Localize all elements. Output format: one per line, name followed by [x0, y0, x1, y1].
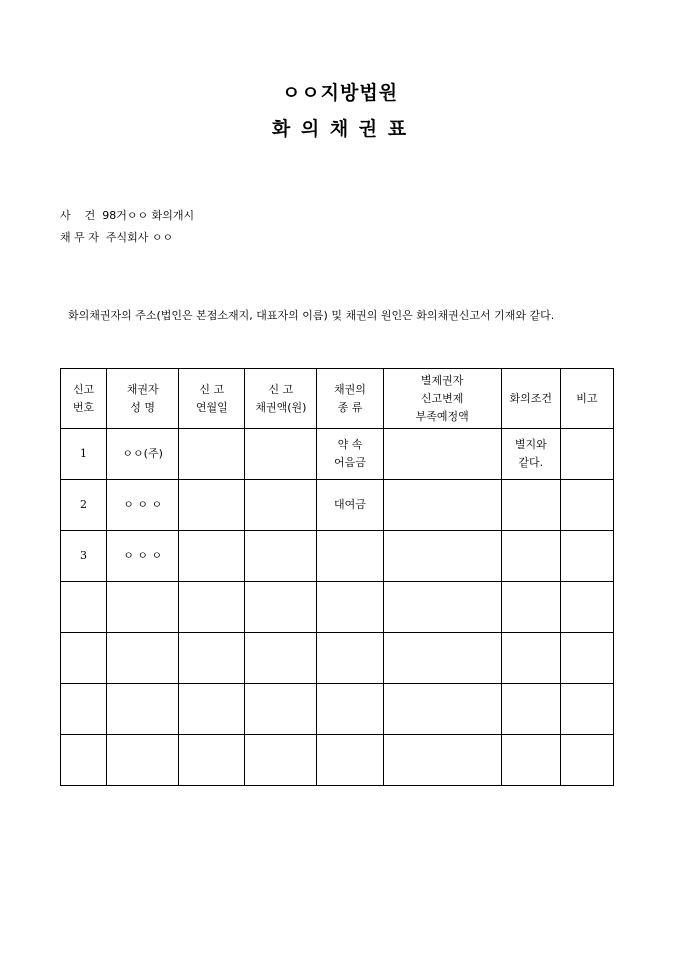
table-cell: [501, 531, 560, 582]
table-cell: [501, 684, 560, 735]
column-header-line: 연월일: [195, 400, 228, 414]
table-cell: [61, 735, 107, 786]
column-header-line: 성 명: [130, 400, 156, 414]
creditor-table: [60, 368, 614, 786]
table-cell: [317, 684, 383, 735]
cell-text: ㅇㅇ(주): [122, 447, 163, 460]
debtor-line: 채 무 자 주식회사 ㅇㅇ: [60, 231, 174, 244]
column-header: [179, 369, 245, 429]
case-line: 사 건 98거ㅇㅇ 화의개시: [60, 209, 195, 222]
table-cell: [560, 735, 613, 786]
table-cell: [245, 582, 317, 633]
table-row: [61, 582, 614, 633]
column-header-line: 채권의: [334, 382, 366, 396]
cell-text: 3: [80, 549, 88, 562]
column-header-line: 채권자: [126, 382, 159, 396]
cell-text: 약 속: [337, 438, 363, 451]
table-cell: [560, 429, 613, 480]
table-cell: [317, 480, 383, 531]
column-header-line: 비고: [576, 391, 598, 405]
table-cell: [61, 684, 107, 735]
table-cell: [107, 531, 179, 582]
column-header: [383, 369, 501, 429]
document-title: 화 의 채 권 표: [271, 118, 409, 140]
table-cell: [383, 582, 501, 633]
table-cell: [107, 582, 179, 633]
table-row: [61, 684, 614, 735]
table-cell: [317, 531, 383, 582]
table-cell: [61, 429, 107, 480]
table-cell: [317, 633, 383, 684]
table-cell: [179, 531, 245, 582]
table-cell: [501, 735, 560, 786]
table-cell: [560, 480, 613, 531]
column-header-line: 신 고: [199, 382, 225, 396]
table-cell: [317, 582, 383, 633]
column-header-line: 별제권자: [420, 373, 464, 387]
table-cell: [107, 480, 179, 531]
table-cell: [179, 429, 245, 480]
table-cell: [179, 735, 245, 786]
table-cell: [61, 633, 107, 684]
table-cell: [383, 429, 501, 480]
table-cell: [245, 429, 317, 480]
table-cell: [245, 531, 317, 582]
note-paragraph: 화의채권자의 주소(법인은 본점소재지, 대표자의 이름) 및 채권의 원인은 화의채권신고서 기재와 같다.: [68, 309, 555, 322]
table-cell: [107, 633, 179, 684]
table-row: [61, 735, 614, 786]
column-header-line: 신 고: [268, 382, 294, 396]
cell-text: 별지와: [514, 438, 547, 451]
table-cell: [317, 735, 383, 786]
table-cell: [245, 735, 317, 786]
table-cell: [501, 633, 560, 684]
table-cell: [501, 429, 560, 480]
table-cell: [501, 480, 560, 531]
table-cell: [179, 684, 245, 735]
table-cell: [317, 429, 383, 480]
table-cell: [245, 480, 317, 531]
table-cell: [383, 480, 501, 531]
cell-text: 1: [80, 447, 88, 460]
column-header: [245, 369, 317, 429]
cell-text: 같다.: [518, 456, 544, 469]
cell-text: 대여금: [334, 498, 366, 511]
table-cell: [61, 531, 107, 582]
table-header-row: [61, 369, 614, 429]
table-cell: [560, 633, 613, 684]
column-header-line: 종 류: [337, 400, 363, 414]
table-cell: [107, 684, 179, 735]
cell-text: ㅇ ㅇ ㅇ: [123, 498, 163, 511]
table-cell: [179, 633, 245, 684]
table-cell: [383, 684, 501, 735]
table-row: [61, 531, 614, 582]
table-cell: [383, 531, 501, 582]
table-cell: [383, 735, 501, 786]
table-cell: [179, 582, 245, 633]
column-header-line: 채권액(원): [255, 400, 307, 414]
cell-text: 어음금: [334, 456, 366, 469]
column-header: [560, 369, 613, 429]
table-cell: [107, 429, 179, 480]
table-row: [61, 429, 614, 480]
table-cell: [560, 531, 613, 582]
cell-text: 2: [80, 498, 88, 511]
table-cell: [383, 633, 501, 684]
table-cell: [245, 633, 317, 684]
cell-text: ㅇ ㅇ ㅇ: [123, 549, 163, 562]
table-cell: [501, 582, 560, 633]
table-cell: [61, 480, 107, 531]
table-cell: [560, 582, 613, 633]
court-name: ㅇㅇ지방법원: [281, 82, 399, 104]
table-row: [61, 633, 614, 684]
column-header: [107, 369, 179, 429]
column-header-line: 화의조건: [509, 391, 553, 405]
table-cell: [560, 684, 613, 735]
column-header: [501, 369, 560, 429]
table-cell: [61, 582, 107, 633]
column-header-line: 신고: [72, 382, 95, 396]
column-header-line: 부족예정액: [415, 409, 469, 423]
table-cell: [107, 735, 179, 786]
table-cell: [245, 684, 317, 735]
column-header: [317, 369, 383, 429]
table-row: [61, 480, 614, 531]
column-header-line: 신고변제: [420, 391, 464, 405]
table-cell: [179, 480, 245, 531]
column-header: [61, 369, 107, 429]
column-header-line: 번호: [72, 400, 95, 414]
